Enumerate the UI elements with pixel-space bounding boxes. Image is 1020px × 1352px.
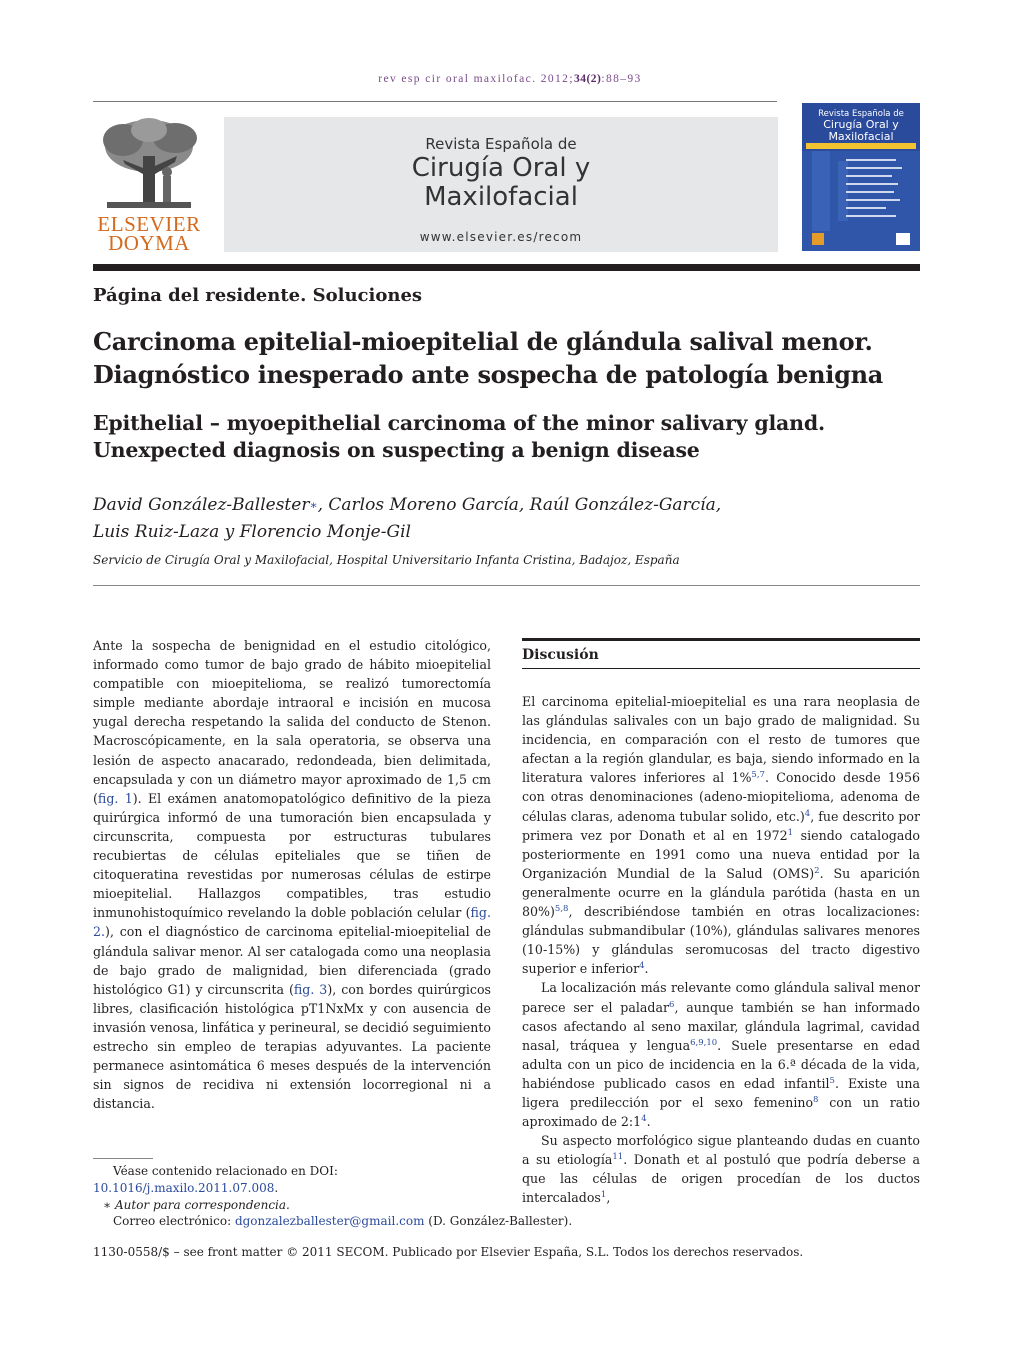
- citation-link[interactable]: 11: [612, 1152, 624, 1163]
- cover-title-line2: Cirugía Oral y: [823, 118, 899, 131]
- discussion-paragraph-3: [522, 1131, 920, 1207]
- cover-band: [806, 143, 916, 149]
- figure-link-1[interactable]: fig. 1: [97, 790, 133, 806]
- doi-period: .: [274, 1181, 279, 1195]
- masthead-line2: Cirugía Oral y: [411, 153, 591, 183]
- text-run: Su aspecto morfológico sigue planteando dudas en cuanto a su etiología: [522, 1133, 920, 1168]
- authors-line1: [93, 492, 923, 519]
- email-label: Correo electrónico:: [113, 1214, 235, 1228]
- text-run: . Conocido desde 1956 con otras denominaciones (adeno-miopitelioma, adenoma de células claras, adenoma tubular solido, etc.): [522, 770, 920, 824]
- text-run: ). El exámen anatomopatológico definitivo de la pieza quirúrgica informó de una tumoración bien encapsulada y circunscrita, compuesta por estructuras tubulares recubiertas de células epiteliales que se tiñen de citoqueratina revestidas por numerosas células de estirpe mioepitelial. Hallazgos compatibles, tras estudio inmunohistoquímico revelando la doble población celular (: [93, 790, 491, 921]
- tree-icon: [93, 116, 205, 214]
- figure-link-2[interactable]: fig. 2.: [93, 905, 491, 940]
- text-run: . Donath et al postuló que podría deberse a que las células de origen procedían de los ductos intercalados: [522, 1152, 920, 1206]
- author-corresponding[interactable]: David González-Ballester: [93, 495, 310, 515]
- author-list: [93, 492, 923, 546]
- title-es-line2: Diagnóstico inesperado ante sospecha de patología benigna: [93, 360, 883, 389]
- logo-text-doyma: DOYMA: [108, 231, 190, 255]
- corresponding-note-mark: ∗: [103, 1198, 112, 1212]
- corresponding-note-text: Autor para correspondencia.: [111, 1198, 290, 1212]
- masthead-line1: Revista Española de: [425, 135, 577, 153]
- title-rule: [93, 585, 920, 586]
- journal-pages: :88–93: [601, 73, 642, 85]
- text-run: Ante la sospecha de benignidad en el estudio citológico, informado como tumor de bajo grado de hábito mioepitelial compatible con mioepitelioma, se realizó tumorectomía simple mediante abordaje intraoral e incisión en mucosa yugal derecha respetando la salida del conducto de Stenon. Macroscópicamente, en la sala operatoria, se observa una lesión de aspecto anacarado, redondeada, bien delimitada, encapsulada y con un diámetro mayor aproximado de 1,5 cm (: [93, 638, 491, 806]
- text-run: ), con el diagnóstico de carcinoma epitelial-mioepitelial de glándula salivar menor. Al ser catalogada como una neoplasia de bajo grado de malignidad, bien diferenciada (grado histológico G1) y circunscrita (: [93, 924, 491, 997]
- right-column: [522, 692, 920, 1208]
- text-run: ,: [606, 1190, 611, 1206]
- logo-text-elsevier: ELSEVIER: [97, 212, 201, 236]
- citation-link[interactable]: 6: [669, 999, 675, 1010]
- journal-masthead: [224, 117, 778, 252]
- title-en-line1: Epithelial – myoepithelial carcinoma of the minor salivary gland.: [93, 411, 825, 435]
- text-run: , aunque también se han informado casos afectando al seno maxilar, glándula lagrimal, cavidad nasal, tráquea y lengua: [522, 999, 921, 1053]
- email-note: [113, 1213, 572, 1230]
- journal-url[interactable]: www.elsevier.es/recom: [419, 230, 583, 244]
- text-run: con un ratio aproximado de 2:1: [522, 1094, 920, 1130]
- related-content-note: Véase contenido relacionado en DOI:: [113, 1164, 338, 1178]
- doi-link[interactable]: 10.1016/j.maxilo.2011.07.008: [93, 1181, 275, 1195]
- citation-link[interactable]: 4: [641, 1113, 647, 1124]
- cover-title-line3: Maxilofacial: [828, 130, 894, 143]
- journal-year: 2012;: [536, 73, 574, 85]
- top-rule: [93, 101, 777, 102]
- citation-link[interactable]: 1: [787, 827, 794, 838]
- text-run: . Existe una ligera predilección por el sexo femenino: [522, 1075, 920, 1110]
- text-run: La localización más relevante como glándula salival menor parece ser el paladar: [522, 980, 920, 1015]
- title-en-line2: Unexpected diagnosis on suspecting a benign disease: [93, 438, 700, 462]
- authors-line2: Luis Ruiz-Laza y Florencio Monje-Gil: [93, 522, 411, 542]
- citation-link[interactable]: 2: [814, 865, 820, 876]
- citation-link[interactable]: 5: [829, 1075, 835, 1086]
- citation-link[interactable]: 4: [639, 961, 645, 972]
- figure-link-3[interactable]: fig. 3: [293, 981, 328, 997]
- corresponding-mark[interactable]: ∗: [309, 498, 318, 512]
- affiliation: Servicio de Cirugía Oral y Maxilofacial, Hospital Universitario Infanta Cristina, Badajoz, España: [93, 553, 680, 567]
- article-title-en: [93, 410, 923, 464]
- discussion-paragraph-1: [522, 692, 920, 978]
- text-run: , fue descrito por primera vez por Donath et al en 1972: [522, 808, 920, 843]
- left-column: [93, 636, 491, 1113]
- doi-line: [93, 1180, 278, 1197]
- email-name: (D. González-Ballester).: [424, 1214, 573, 1228]
- discussion-underline: [522, 668, 920, 669]
- section-label: Página del residente. Soluciones: [93, 285, 423, 306]
- text-run: .: [646, 1114, 651, 1130]
- citation-link[interactable]: 8: [813, 1094, 819, 1105]
- text-run: El carcinoma epitelial-mioepitelial es una rara neoplasia de las glándulas salivales con un bajo grado de malignidad. Su incidencia, en comparación con el resto de tumores que afectan a la región glandular, es baja, siendo informado en la literatura valores inferiores al 1%: [522, 694, 920, 786]
- masthead-rule: [93, 264, 920, 271]
- left-paragraph: [93, 636, 491, 1113]
- publisher-logo: [93, 116, 205, 256]
- citation-link[interactable]: 6,9,10: [690, 1037, 718, 1048]
- text-run: siendo catalogado posteriormente en 1991 como una nueva entidad por la Organización Mundial de la Salud (OMS): [522, 827, 920, 881]
- text-run: .: [644, 961, 649, 977]
- citation-link[interactable]: 4: [804, 808, 811, 819]
- text-run: , describiéndose también en otras localizaciones: glándulas submandibular (10%), glándulas salivares menores (10-15%) y glándulas seromucosas del tracto digestivo superior e inferior: [522, 904, 920, 977]
- journal-abbrev: rev esp cir oral maxilofac.: [378, 73, 537, 85]
- email-link[interactable]: dgonzalezballester@gmail.com: [234, 1214, 425, 1228]
- cover-decoration-icon: [802, 151, 920, 251]
- corresponding-note: [103, 1197, 290, 1214]
- masthead-line3: Maxilofacial: [424, 182, 578, 212]
- citation-link[interactable]: 5,7: [751, 770, 765, 781]
- text-run: . Suele presentarse en edad adulta con un pico de incidencia en la 6.ª década de la vida, habiéndose publicado casos en edad infantil: [522, 1037, 920, 1091]
- discussion-heading: Discusión: [522, 647, 599, 663]
- citation-link[interactable]: 5,8: [554, 903, 569, 914]
- citation-link[interactable]: 1: [600, 1190, 607, 1201]
- discussion-paragraph-2: [522, 978, 920, 1131]
- copyright-line: 1130-0558/$ – see front matter © 2011 SECOM. Publicado por Elsevier España, S.L. Todos los derechos reservados.: [93, 1245, 804, 1259]
- text-run: ), con bordes quirúrgicos libres, clasificación histológica pT1NxMx y con ausencia de invasión venosa, linfática y perineural, se decidió seguimiento estrecho sin empleo de terapias adyuvantes. La paciente permanece asintomática 6 meses después de la intervención sin signos de recidiva ni extensión locorregional ni a distancia.: [93, 981, 492, 1112]
- footnote-rule: [93, 1158, 153, 1159]
- journal-cover: [802, 103, 920, 251]
- title-es-line1: Carcinoma epitelial-mioepitelial de glándula salival menor.: [93, 327, 873, 356]
- discussion-top-rule: [522, 638, 920, 641]
- authors-rest: , Carlos Moreno García, Raúl González-García,: [317, 495, 722, 515]
- text-run: . Su aparición generalmente ocurre en la glándula parótida (hasta en un 80%): [522, 865, 920, 920]
- article-title-es: [93, 325, 923, 391]
- journal-volume: 34(2): [573, 73, 602, 85]
- running-head: [0, 73, 1020, 85]
- cover-title-line1: Revista Española de: [818, 109, 904, 119]
